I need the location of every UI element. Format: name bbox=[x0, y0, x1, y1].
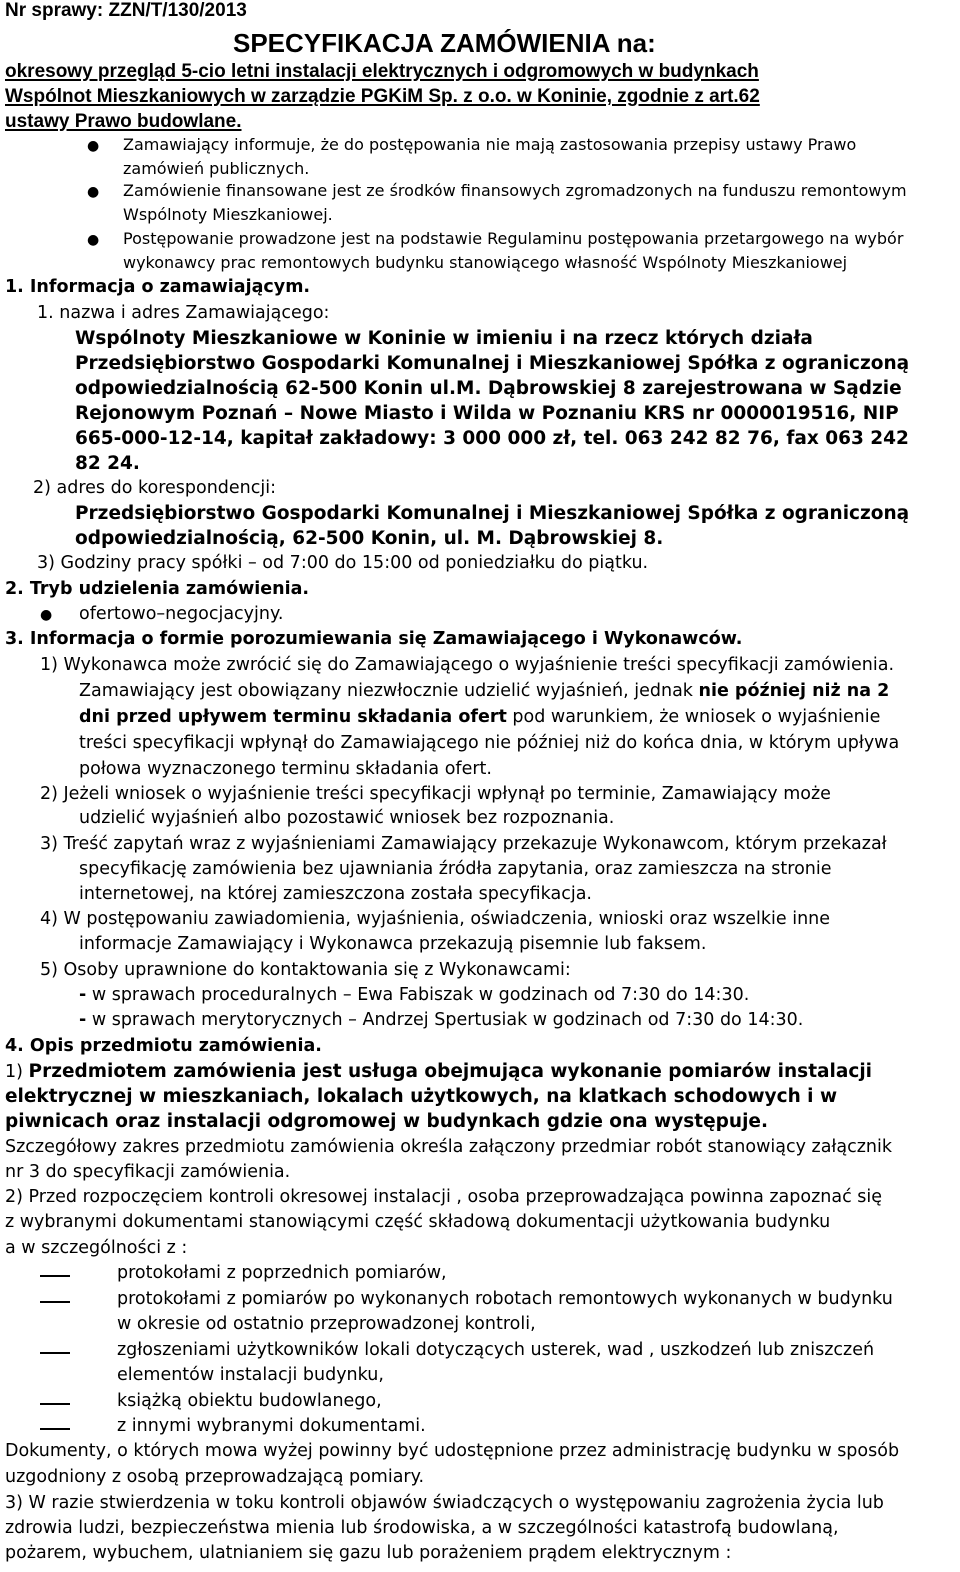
doc-item-1: protokołami z poprzednich pomiarów, bbox=[117, 1263, 447, 1283]
intro-bullet-3-line-2: wykonawcy prac remontowych budynku stanowiącego własność Wspólnoty Mieszkaniowej bbox=[123, 253, 848, 272]
correspondence-line-2: odpowiedzialnością, 62-500 Konin, ul. M. Dąbrowskiej 8. bbox=[75, 528, 664, 549]
s4-p1-line-3: piwnicach oraz instalacji odgromowej w budynkach gdzie ona występuje. bbox=[5, 1111, 768, 1132]
s1-item-1-number: 1. bbox=[37, 303, 54, 323]
subject-line-2: Wspólnot Mieszkaniowych w zarządzie PGKiM Sp. z o.o. w Koninie, zgodnie z art.62 bbox=[5, 86, 760, 107]
s1-item-1-text: nazwa i adres Zamawiającego: bbox=[53, 303, 330, 323]
s3-item-5-line-1: 5) Osoby uprawnione do kontaktowania się z Wykonawcami: bbox=[40, 960, 571, 980]
intro-bullet-2-line-1: Zamówienie finansowane jest ze środków finansowych zgromadzonych na funduszu remontowym bbox=[123, 181, 907, 200]
s3-item-1-line-5: połowa wyznaczonego terminu składania ofert. bbox=[79, 759, 492, 779]
intro-bullet-2-line-2: Wspólnoty Mieszkaniowej. bbox=[123, 205, 333, 224]
dash-bullet-icon bbox=[40, 1403, 70, 1405]
subject-line-3: ustawy Prawo budowlane. bbox=[5, 111, 242, 132]
intro-bullet-1-line-1: Zamawiający informuje, że do postępowania nie mają zastosowania przepisy ustawy Prawo bbox=[123, 135, 857, 154]
bullet-icon: ● bbox=[87, 138, 100, 154]
s3-item-2-line-2: udzielić wyjaśnień albo pozostawić wniosek bez rozpoznania. bbox=[79, 808, 615, 828]
correspondence-line-1: Przedsiębiorstwo Gospodarki Komunalnej i Mieszkaniowej Spółka z ograniczoną bbox=[75, 503, 910, 524]
section-2-heading: 2. Tryb udzielenia zamówienia. bbox=[5, 579, 310, 599]
doc-item-4: książką obiektu budowlanego, bbox=[117, 1391, 382, 1411]
s3-item-4-line-1: 4) W postępowaniu zawiadomienia, wyjaśnienia, oświadczenia, wnioski oraz wszelkie inne bbox=[40, 909, 831, 929]
zamawiajacy-line-3: odpowiedzialnością 62-500 Konin ul.M. Dąbrowskiej 8 zarejestrowana w Sądzie bbox=[75, 378, 902, 399]
s4-p1-line-5: nr 3 do specyfikacji zamówienia. bbox=[5, 1162, 291, 1182]
contact-procedural: - w sprawach proceduralnych – Ewa Fabiszak w godzinach od 7:30 do 14:30. bbox=[79, 985, 750, 1005]
s3-item-1-line-1: 1) Wykonawca może zwrócić się do Zamawiającego o wyjaśnienie treści specyfikacji zamówienia. bbox=[40, 655, 895, 675]
case-number: Nr sprawy: ZZN/T/130/2013 bbox=[5, 0, 247, 21]
bullet-icon: ● bbox=[40, 607, 53, 623]
s4-p1-line-1: 1) Przedmiotem zamówienia jest usługa obejmująca wykonanie pomiarów instalacji bbox=[5, 1061, 872, 1082]
section-3-heading: 3. Informacja o formie porozumiewania się Zamawiającego i Wykonawców. bbox=[5, 629, 743, 649]
procedure-mode: ofertowo–negocjacyjny. bbox=[79, 604, 284, 624]
contact-substantive: - w sprawach merytorycznych – Andrzej Spertusiak w godzinach od 7:30 do 14:30. bbox=[79, 1010, 804, 1030]
s3-item-2-line-1: 2) Jeżeli wniosek o wyjaśnienie treści specyfikacji wpłynął po terminie, Zamawiający może bbox=[40, 784, 831, 804]
s4-p4-line-1: 3) W razie stwierdzenia w toku kontroli objawów świadczących o występowaniu zagrożenia życia lub bbox=[5, 1493, 884, 1513]
document-title: SPECYFIKACJA ZAMÓWIENIA na: bbox=[233, 28, 656, 58]
doc-item-5: z innymi wybranymi dokumentami. bbox=[117, 1416, 426, 1436]
s3-item-1-line-3: dni przed upływem terminu składania ofert pod warunkiem, że wniosek o wyjaśnienie bbox=[79, 707, 881, 727]
s1-item-1-label bbox=[37, 305, 329, 323]
zamawiajacy-line-2: Przedsiębiorstwo Gospodarki Komunalnej i Mieszkaniowej Spółka z ograniczoną bbox=[75, 353, 910, 374]
zamawiajacy-line-1: Wspólnoty Mieszkaniowe w Koninie w imieniu i na rzecz których działa bbox=[75, 328, 813, 349]
zamawiajacy-line-4: Rejonowym Poznań – Nowe Miasto i Wilda w Poznaniu KRS nr 0000019516, NIP bbox=[75, 403, 899, 424]
s4-p4-line-3: pożarem, wybuchem, ulatnianiem się gazu lub porażeniem prądem elektrycznym : bbox=[5, 1543, 732, 1563]
s4-p1-line-2: elektrycznej w mieszkaniach, lokalach użytkowych, na klatkach schodowych i w bbox=[5, 1086, 838, 1107]
s3-item-1-line-4: treści specyfikacji wpłynął do Zamawiającego nie później niż do końca dnia, w którym upływa bbox=[79, 733, 900, 753]
zamawiajacy-line-5: 665-000-12-14, kapitał zakładowy: 3 000 000 zł, tel. 063 242 82 76, fax 063 242 bbox=[75, 428, 909, 449]
doc-item-3-line-1: zgłoszeniami użytkowników lokali dotyczących usterek, wad , uszkodzeń lub zniszczeń bbox=[117, 1340, 875, 1360]
subject-line-1: okresowy przegląd 5-cio letni instalacji elektrycznych i odgromowych w budynkach bbox=[5, 61, 759, 82]
doc-item-2-line-2: w okresie od ostatnio przeprowadzonej kontroli, bbox=[117, 1314, 536, 1334]
intro-bullet-1-line-2: zamówień publicznych. bbox=[123, 159, 310, 178]
working-hours: 3) Godziny pracy spółki – od 7:00 do 15:00 od poniedziałku do piątku. bbox=[37, 553, 649, 573]
s4-p3-line-2: uzgodniony z osobą przeprowadzającą pomiary. bbox=[5, 1467, 425, 1487]
s4-p4-line-2: zdrowia ludzi, bezpieczeństwa mienia lub środowiska, a w szczególności katastrofą budowlaną, bbox=[5, 1518, 839, 1538]
s4-p3-line-1: Dokumenty, o których mowa wyżej powinny być udostępnione przez administrację budynku w sposób bbox=[5, 1441, 900, 1461]
s3-item-1-line-2: Zamawiający jest obowiązany niezwłocznie udzielić wyjaśnień, jednak nie później niż na 2 bbox=[79, 681, 890, 701]
s4-p1-line-4: Szczegółowy zakres przedmiotu zamówienia określa załączony przedmiar robót stanowiący załącznik bbox=[5, 1137, 893, 1157]
dash-bullet-icon bbox=[40, 1352, 70, 1354]
s4-p2-line-3: a w szczególności z : bbox=[5, 1238, 188, 1258]
s1-item-2-label: 2) adres do korespondencji: bbox=[33, 478, 277, 498]
dash-bullet-icon bbox=[40, 1428, 70, 1430]
s3-item-3-line-2: specyfikację zamówienia bez ujawniania źródła zapytania, oraz zamieszcza na stronie bbox=[79, 859, 832, 879]
dash-bullet-icon bbox=[40, 1301, 70, 1303]
bullet-icon: ● bbox=[87, 184, 100, 200]
intro-bullet-3-line-1: Postępowanie prowadzone jest na podstawie Regulaminu postępowania przetargowego na wybór bbox=[123, 229, 904, 248]
s3-item-4-line-2: informacje Zamawiający i Wykonawca przekazują pisemnie lub faksem. bbox=[79, 934, 707, 954]
s4-p2-line-2: z wybranymi dokumentami stanowiącymi część składową dokumentacji użytkowania budynku bbox=[5, 1212, 831, 1232]
bullet-icon: ● bbox=[87, 232, 100, 248]
dash-bullet-icon bbox=[40, 1275, 70, 1277]
zamawiajacy-line-6: 82 24. bbox=[75, 453, 140, 474]
doc-item-3-line-2: elementów instalacji budynku, bbox=[117, 1365, 384, 1385]
doc-item-2-line-1: protokołami z pomiarów po wykonanych robotach remontowych wykonanych w budynku bbox=[117, 1289, 893, 1309]
s3-item-3-line-1: 3) Treść zapytań wraz z wyjaśnieniami Zamawiający przekazuje Wykonawcom, którym przekazał bbox=[40, 834, 887, 854]
section-4-heading: 4. Opis przedmiotu zamówienia. bbox=[5, 1036, 322, 1056]
s3-item-3-line-3: internetowej, na której zamieszczona została specyfikacja. bbox=[79, 884, 592, 904]
s4-p2-line-1: 2) Przed rozpoczęciem kontroli okresowej instalacji , osoba przeprowadzająca powinna zapoznać się bbox=[5, 1187, 883, 1207]
section-1-heading: 1. Informacja o zamawiającym. bbox=[5, 277, 311, 297]
